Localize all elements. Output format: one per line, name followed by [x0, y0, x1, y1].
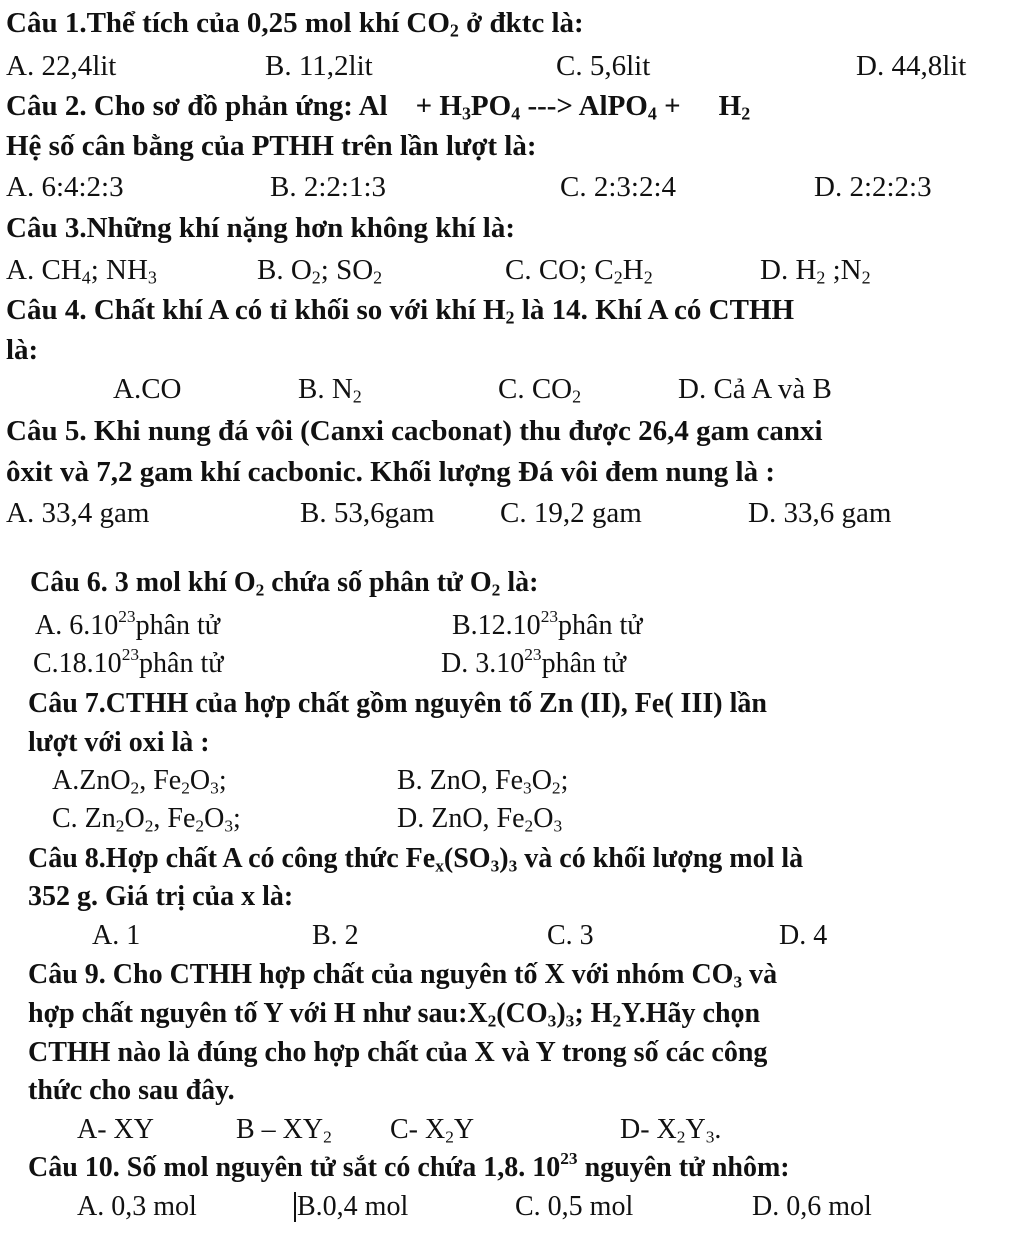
q5-option-b[interactable]: B. 53,6gam: [300, 497, 435, 529]
q1-option-b[interactable]: B. 11,2lit: [265, 50, 373, 82]
q2-option-c[interactable]: C. 2:3:2:4: [560, 171, 677, 203]
q10-option-c[interactable]: C. 0,5 mol: [515, 1191, 634, 1222]
q8-line2: 352 g. Giá trị của x là:: [28, 881, 294, 912]
q9-line4: thức cho sau đây.: [28, 1075, 235, 1106]
q8-option-c[interactable]: C. 3: [547, 920, 594, 951]
q6-stem: Câu 6. 3 mol khí $O_2$ chứa số phân tử $O_2$ là:: [30, 567, 539, 600]
q5-line2: ôxit và 7,2 gam khí cacbonic. Khối lượng Đá vôi đem nung là :: [6, 456, 776, 488]
q2-option-a[interactable]: A. 6:4:2:3: [6, 171, 124, 203]
q5-option-d[interactable]: D. 33,6 gam: [748, 497, 892, 529]
q7-line1: Câu 7.CTHH của hợp chất gồm nguyên tố Zn (II), Fe( III) lần: [28, 688, 767, 719]
q3-option-d[interactable]: D. $H_2$ $;N_2$: [760, 254, 871, 288]
q1-option-d[interactable]: D. 44,8lit: [856, 50, 967, 82]
q4-line2: là:: [6, 334, 39, 366]
q7-option-b[interactable]: B. ZnO, $Fe_3O_2$;: [397, 765, 569, 798]
q4-option-d[interactable]: D. Cả A và B: [678, 373, 832, 405]
q10-option-a[interactable]: A. 0,3 mol: [77, 1191, 197, 1222]
q2-stem: Câu 2. Cho sơ đồ phản ứng: $Al + H_3PO_4$ ---> AlPO$_4$ + $H_2$: [6, 90, 751, 124]
q8-option-a[interactable]: A. 1: [92, 920, 141, 951]
q9-line3: CTHH nào là đúng cho hợp chất của X và Y trong số các công: [28, 1037, 768, 1068]
q9-line2: hợp chất nguyên tố Y với H như $sau:X_2(CO_3)_3$; $H_2Y.Hãy$ chọn: [28, 998, 761, 1031]
q5-option-a[interactable]: A. 33,4 gam: [6, 497, 150, 529]
q5-line1: Câu 5. Khi nung đá vôi (Canxi cacbonat) thu được 26,4 gam canxi: [6, 415, 823, 447]
q6-option-c[interactable]: C.18.10$^{23}$phân tử: [33, 644, 224, 679]
q7-option-d[interactable]: D. ZnO, $Fe_2O_3$: [397, 803, 563, 836]
q3-option-c[interactable]: C. CO; $C_2H_2$: [505, 254, 653, 288]
q3-option-a[interactable]: A. $CH_4$; $NH_3$: [6, 254, 157, 288]
q3-stem: Câu 3.Những khí nặng hơn không khí là:: [6, 212, 515, 244]
q2-option-b[interactable]: B. 2:2:1:3: [270, 171, 387, 203]
q9-option-c[interactable]: C- $X_2Y$: [390, 1114, 475, 1147]
q7-option-a[interactable]: A.ZnO$_2$, $Fe_2O_3$;: [52, 765, 227, 798]
q2-option-d[interactable]: D. 2:2:2:3: [814, 171, 932, 203]
q8-option-b[interactable]: B. 2: [312, 920, 359, 951]
q1-option-c[interactable]: C. 5,6lit: [556, 50, 651, 82]
q1-option-a[interactable]: A. 22,4lit: [6, 50, 117, 82]
q8-line1: Câu 8.Hợp chất A có công thức $Fe_x(SO_3)_3$ và có khối lượng mol là: [28, 843, 804, 876]
q4-option-b[interactable]: B. $N_2$: [298, 373, 362, 407]
q4-option-a[interactable]: A.CO: [113, 373, 182, 405]
q6-option-d[interactable]: D. 3.10$^{23}$phân tử: [441, 644, 626, 679]
q10-stem: Câu 10. Số mol nguyên tử sắt có chứa 1,8. $10^{23}$ nguyên tử nhôm:: [28, 1148, 790, 1183]
q1-stem: Câu 1.Thể tích của 0,25 mol khí $CO_2$ ở đktc là:: [6, 7, 584, 41]
q9-option-b[interactable]: B – $XY_2$: [236, 1114, 332, 1147]
q9-option-d[interactable]: D- $X_2Y_3$.: [620, 1114, 722, 1147]
text-cursor: [294, 1192, 296, 1222]
q10-option-b[interactable]: B.0,4 mol: [297, 1191, 409, 1222]
q7-line2: lượt với oxi là :: [28, 727, 210, 758]
q5-option-c[interactable]: C. 19,2 gam: [500, 497, 642, 529]
q9-option-a[interactable]: A- XY: [77, 1114, 154, 1145]
q4-stem: Câu 4. Chất khí A có tỉ khối so với khí $H_2$ là 14. Khí A có CTHH: [6, 294, 795, 328]
q6-option-b[interactable]: B.12.10$^{23}$phân tử: [452, 606, 643, 641]
q2-line2: Hệ số cân bằng của PTHH trên lần lượt là:: [6, 130, 537, 162]
q7-option-c[interactable]: C. $Zn_2O_2$, $Fe_2O_3$;: [52, 803, 241, 836]
q4-option-c[interactable]: C. $CO_2$: [498, 373, 582, 407]
q10-option-d[interactable]: D. 0,6 mol: [752, 1191, 872, 1222]
q8-option-d[interactable]: D. 4: [779, 920, 828, 951]
q6-option-a[interactable]: A. 6.10$^{23}$phân tử: [35, 606, 220, 641]
q9-line1: Câu 9. Cho CTHH hợp chất của nguyên tố X với nhóm $CO_3$ và: [28, 959, 778, 992]
q3-option-b[interactable]: B. $O_2$; $SO_2$: [257, 254, 383, 288]
